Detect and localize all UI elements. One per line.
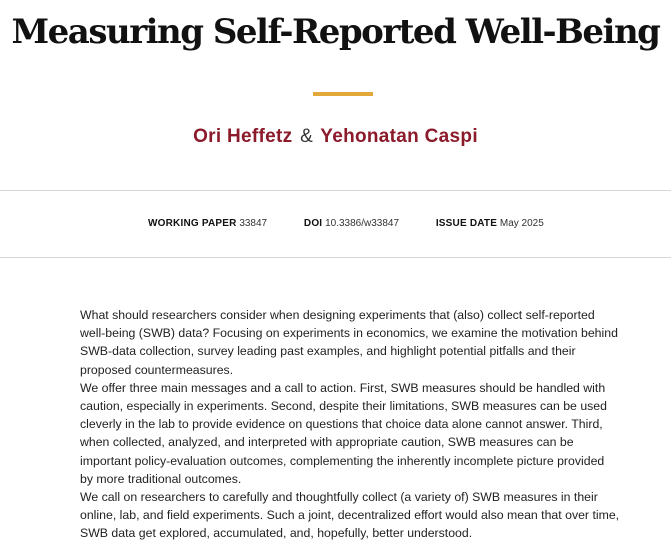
doi xyxy=(304,218,399,229)
author-link-yehonatan-caspi[interactable]: Yehonatan Caspi xyxy=(320,126,478,147)
meta-top-divider xyxy=(0,190,671,191)
working-paper-label: WORKING PAPER xyxy=(148,218,237,229)
meta-bottom-divider xyxy=(0,257,671,258)
doi-label: DOI xyxy=(303,218,323,229)
abstract-paragraph: What should researchers consider when designing experiments that (also) collect self-reported well-being (SWB) data? Focusing on experiments in economics, we examine the motivation behind SWB-data collection, survey leading past examples, and highlight potential pitfalls and their proposed countermeasures. xyxy=(80,308,618,377)
issue-date-value: May 2025 xyxy=(499,218,544,229)
author-list xyxy=(0,126,671,148)
issue-date-label: ISSUE DATE xyxy=(435,218,498,229)
author-separator: & xyxy=(300,126,314,147)
abstract-paragraph: We call on researchers to carefully and thoughtfully collect (a variety of) SWB measures in their online, lab, and field experiments. Such a joint, decentralized effort would also mean that over time, SWB data get explored, accumulated, and, hopefully, better understood. xyxy=(80,490,620,541)
page-title: Measuring Self-Reported Well-Being xyxy=(11,12,660,52)
doi-value[interactable]: 10.3386/w33847 xyxy=(325,218,400,229)
working-paper-number xyxy=(148,218,267,229)
issue-date xyxy=(436,218,544,229)
abstract xyxy=(80,306,620,543)
abstract-paragraph: We offer three main messages and a call to action. First, SWB measures should be handled with caution, especially in experiments. Second, despite their limitations, SWB measures can be used cleverly in the lab to provide evidence on questions that choice data alone cannot answer. Third, when collected, analyzed, and interpreted with appropriate caution, SWB measures can be important policy-evaluation outcomes, complementing the inherently incomplete picture provided by more traditional outcomes. xyxy=(80,380,607,486)
author-link-ori-heffetz[interactable]: Ori Heffetz xyxy=(193,126,293,147)
working-paper-value: 33847 xyxy=(239,218,268,229)
title-accent-divider xyxy=(313,92,373,96)
paper-metadata xyxy=(148,218,544,229)
